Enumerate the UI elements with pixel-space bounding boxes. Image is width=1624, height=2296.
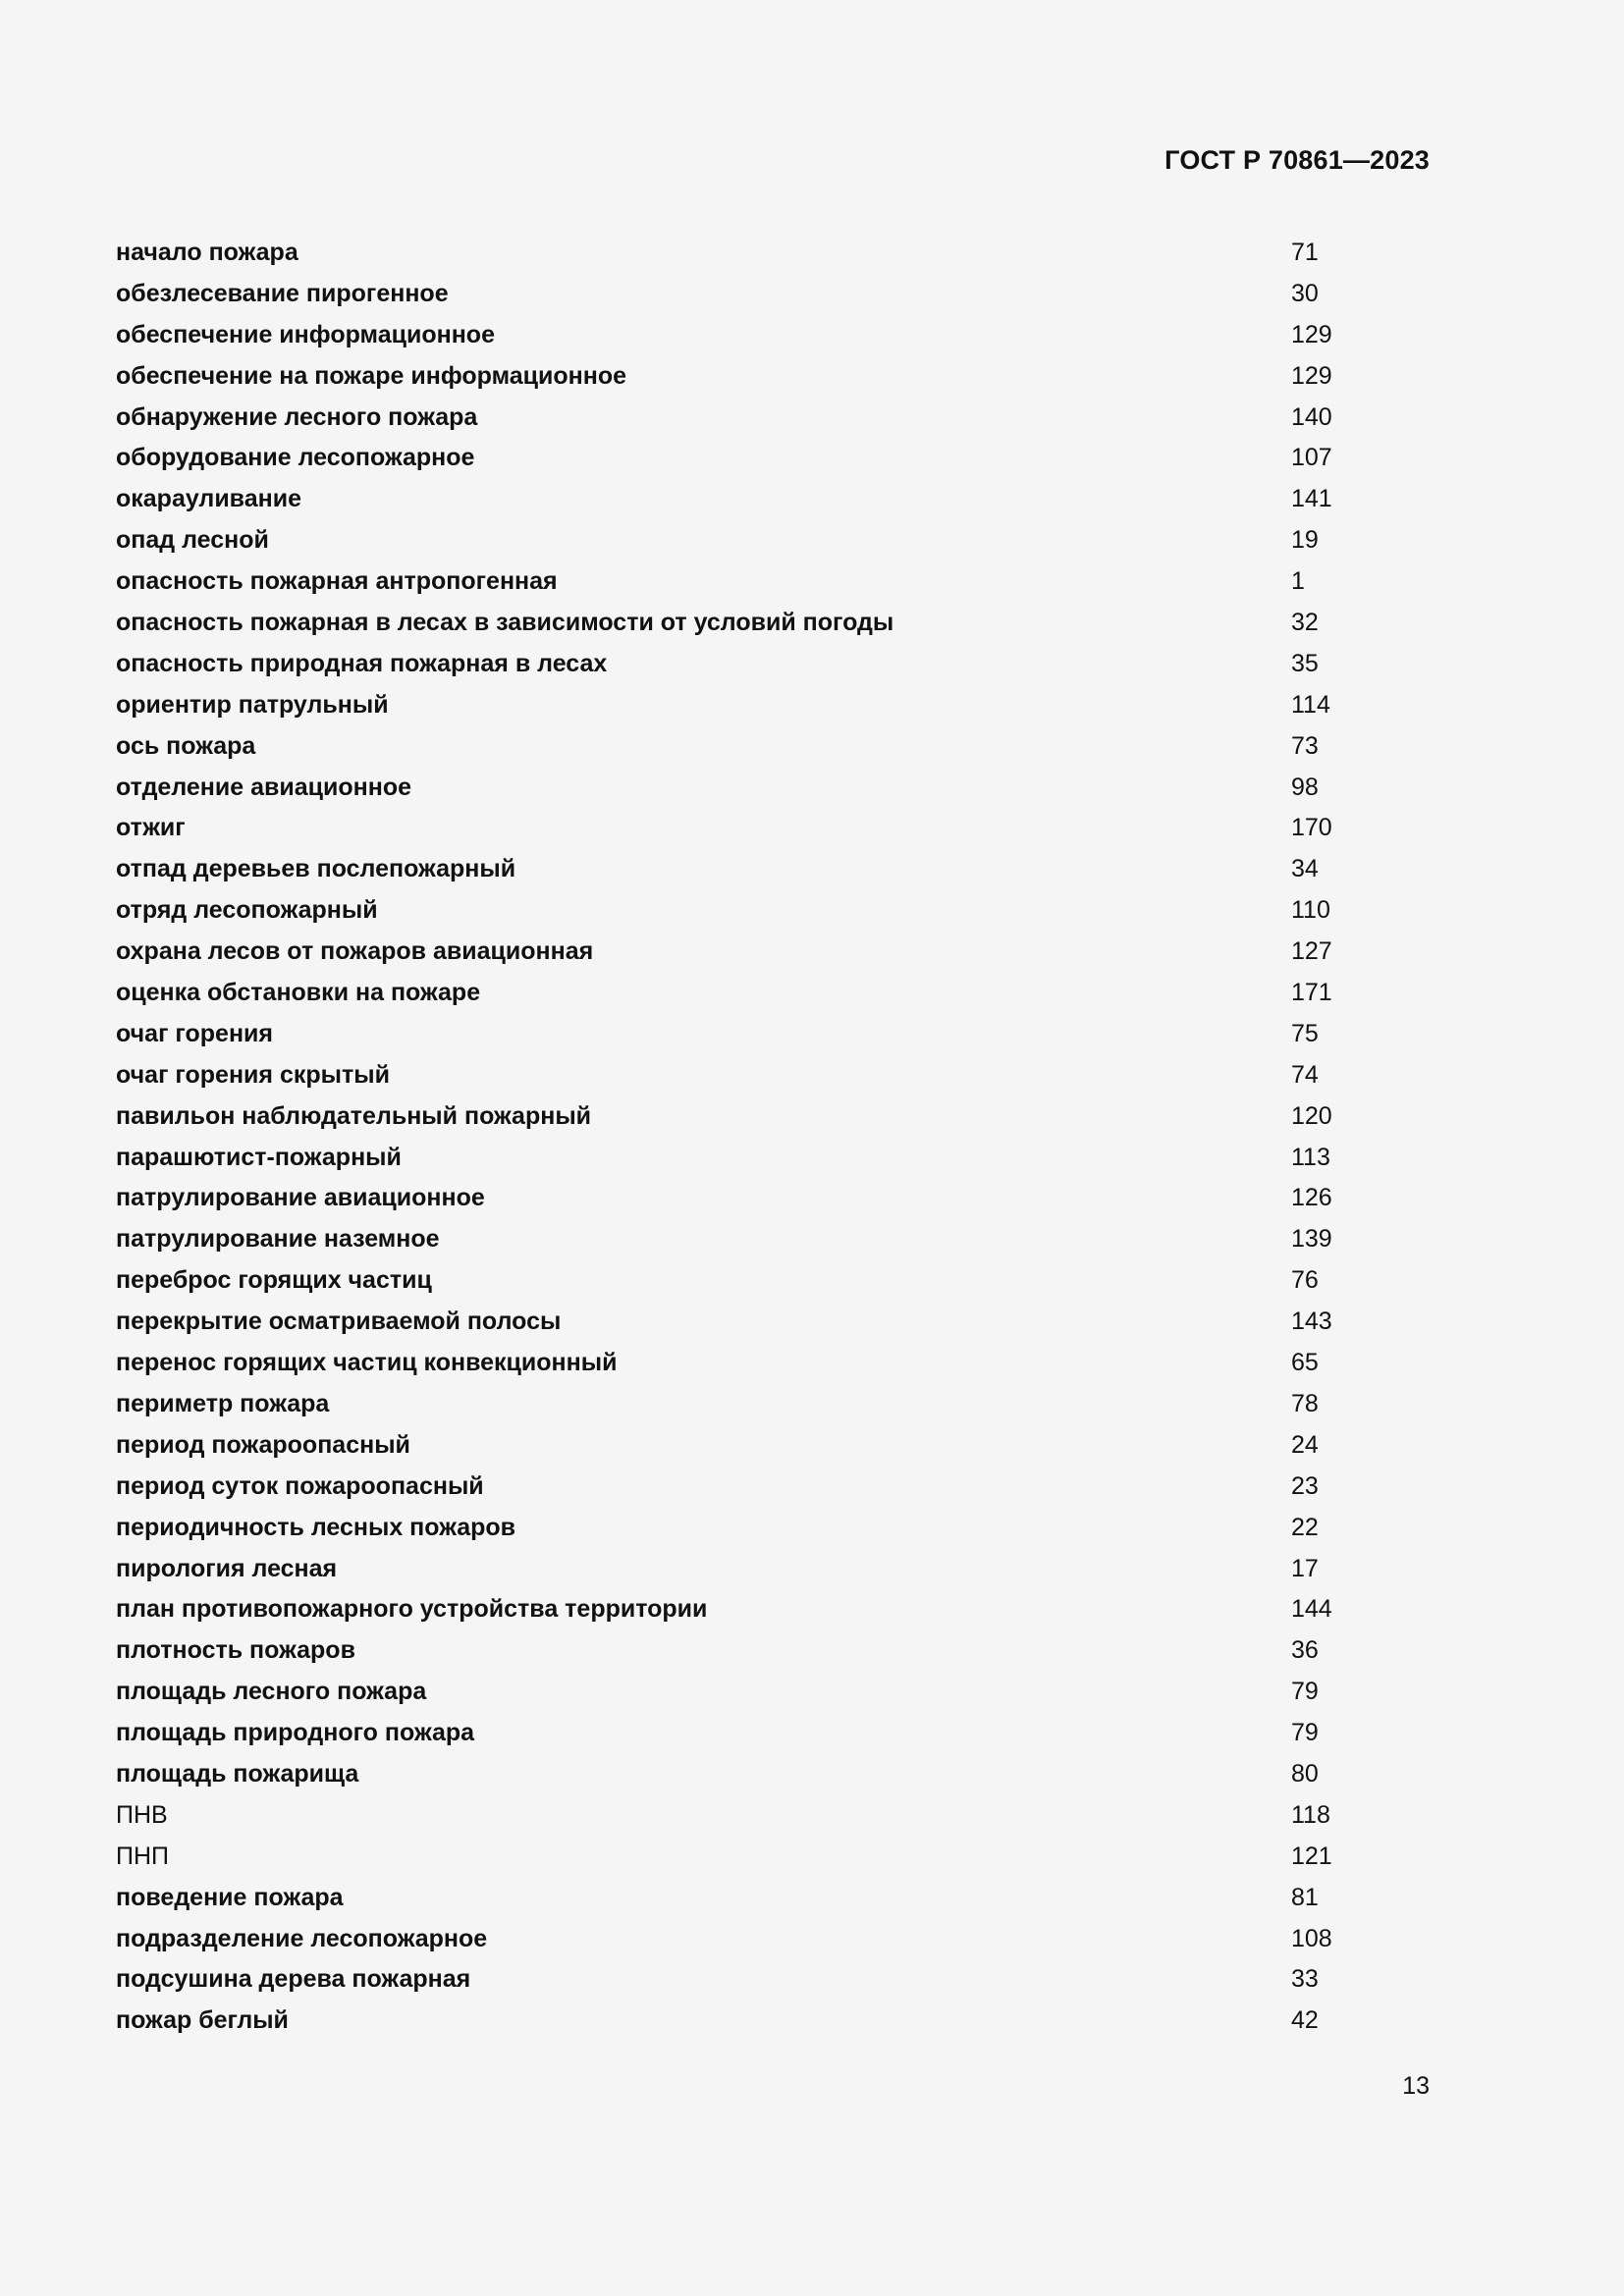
index-term-number: 118	[1291, 1800, 1330, 1829]
index-entry	[116, 234, 1333, 275]
index-entry	[116, 1097, 1333, 1139]
index-term: отпад деревьев послепожарный	[116, 855, 516, 883]
index-entry	[116, 1344, 1333, 1385]
index-term: опад лесной	[116, 526, 269, 555]
index-term: плотность пожаров	[116, 1636, 355, 1665]
index-term: опасность пожарная антропогенная	[116, 567, 558, 596]
index-term-number: 108	[1291, 1924, 1332, 1952]
index-entry	[116, 316, 1333, 357]
index-term-number: 75	[1291, 1019, 1319, 1047]
index-term-number: 71	[1291, 239, 1319, 266]
index-entry	[116, 1056, 1333, 1097]
index-term-number: 110	[1291, 896, 1330, 925]
index-term-number: 143	[1291, 1308, 1332, 1336]
index-term: обеспечение информационное	[116, 320, 495, 348]
index-term: периодичность лесных пожаров	[116, 1513, 516, 1541]
index-term: площадь пожарища	[116, 1759, 359, 1788]
index-term: период пожароопасный	[116, 1430, 410, 1459]
index-term: очаг горения скрытый	[116, 1060, 390, 1089]
index-entry	[116, 275, 1333, 316]
index-entry	[116, 439, 1333, 480]
index-term-number: 42	[1291, 2006, 1319, 2035]
index-entry	[116, 480, 1333, 521]
index-entry	[116, 1960, 1333, 2002]
index-term: поведение пожара	[116, 1883, 344, 1911]
index-term: обезлесевание пирогенное	[116, 279, 449, 307]
index-entry	[116, 769, 1333, 810]
index-term-number: 22	[1291, 1513, 1319, 1541]
index-term: площадь лесного пожара	[116, 1678, 427, 1706]
index-term: павильон наблюдательный пожарный	[116, 1101, 592, 1130]
index-term-number: 170	[1291, 814, 1332, 842]
index-term-number: 171	[1291, 979, 1332, 1007]
index-term-number: 107	[1291, 444, 1332, 472]
index-entry	[116, 1220, 1333, 1261]
index-entry	[116, 562, 1333, 604]
index-entry	[116, 604, 1333, 645]
index-term-number: 33	[1291, 1965, 1319, 1994]
index-entry	[116, 645, 1333, 686]
index-term: оборудование лесопожарное	[116, 444, 475, 472]
index-entry	[116, 809, 1333, 850]
index-term: подсушина дерева пожарная	[116, 1965, 471, 1994]
index-term: оценка обстановки на пожаре	[116, 979, 481, 1007]
index-term: охрана лесов от пожаров авиационная	[116, 937, 594, 966]
index-term: обеспечение на пожаре информационное	[116, 361, 627, 390]
index-term-number: 79	[1291, 1678, 1319, 1706]
index-term: пирология лесная	[116, 1554, 338, 1582]
index-term-number: 126	[1291, 1184, 1332, 1212]
document-header: ГОСТ Р 70861—2023	[1164, 145, 1430, 175]
index-entry	[116, 1468, 1333, 1509]
index-term-number: 140	[1291, 402, 1332, 431]
index-entry	[116, 850, 1333, 891]
index-term-number: 19	[1291, 526, 1319, 555]
index-entry	[116, 1426, 1333, 1468]
index-entry	[116, 357, 1333, 399]
index-term: патрулирование авиационное	[116, 1184, 485, 1212]
index-term-number: 98	[1291, 773, 1319, 801]
index-term: переброс горящих частиц	[116, 1266, 432, 1295]
index-term-number: 121	[1291, 1842, 1332, 1870]
index-term: обнаружение лесного пожара	[116, 402, 478, 431]
index-term: периметр пожара	[116, 1389, 330, 1417]
index-term: отделение авиационное	[116, 773, 412, 801]
index-term: отжиг	[116, 814, 186, 842]
index-term: подразделение лесопожарное	[116, 1924, 488, 1952]
index-term-number: 32	[1291, 609, 1319, 637]
index-entry	[116, 1714, 1333, 1755]
index-term: опасность пожарная в лесах в зависимости от условий погоды	[116, 609, 894, 637]
index-entry	[116, 1838, 1333, 1879]
index-term-number: 113	[1291, 1143, 1330, 1171]
index-term-number: 73	[1291, 731, 1319, 760]
index-term: отряд лесопожарный	[116, 896, 378, 925]
index-term-number: 129	[1291, 361, 1332, 390]
page-number: 13	[1402, 2072, 1430, 2100]
index-term-number: 35	[1291, 649, 1319, 677]
index-entry	[116, 399, 1333, 440]
index-term-number: 78	[1291, 1389, 1319, 1417]
index-term-number: 141	[1291, 485, 1332, 513]
index-term-number: 120	[1291, 1101, 1332, 1130]
index-entry	[116, 1796, 1333, 1838]
index-term-number: 1	[1291, 567, 1305, 596]
index-term-number: 144	[1291, 1595, 1332, 1624]
index-term: очаг горения	[116, 1019, 274, 1047]
index-term: план противопожарного устройства территории	[116, 1595, 708, 1624]
index-term-number: 139	[1291, 1225, 1332, 1254]
index-term-number: 23	[1291, 1471, 1319, 1500]
index-entry	[116, 1303, 1333, 1344]
index-entry	[116, 1631, 1333, 1673]
index-entry	[116, 891, 1333, 933]
index-term-number: 81	[1291, 1883, 1319, 1911]
index-term-number: 129	[1291, 320, 1332, 348]
index-entry	[116, 1920, 1333, 1961]
index-term-number: 76	[1291, 1266, 1319, 1295]
index-term: опасность природная пожарная в лесах	[116, 649, 608, 677]
index-term-number: 114	[1291, 690, 1330, 719]
index-entry	[116, 974, 1333, 1015]
index-entry	[116, 1755, 1333, 1796]
index-term-number: 80	[1291, 1759, 1319, 1788]
index-entry	[116, 1261, 1333, 1303]
index-entry	[116, 1590, 1333, 1631]
index-entry	[116, 1879, 1333, 1920]
index-term: ось пожара	[116, 731, 256, 760]
index-term: период суток пожароопасный	[116, 1471, 484, 1500]
index-term-number: 24	[1291, 1430, 1319, 1459]
index-term: ориентир патрульный	[116, 690, 389, 719]
index-entry	[116, 521, 1333, 562]
index-term: ПНВ	[116, 1800, 168, 1829]
index-entry	[116, 1139, 1333, 1180]
index-entry	[116, 1015, 1333, 1056]
index-term: начало пожара	[116, 239, 298, 266]
index-term-number: 65	[1291, 1349, 1319, 1377]
index-term-number: 34	[1291, 855, 1319, 883]
alphabetical-index	[116, 234, 1333, 2043]
index-term-number: 79	[1291, 1719, 1319, 1747]
index-term: пожар беглый	[116, 2006, 289, 2035]
index-term: парашютист-пожарный	[116, 1143, 402, 1171]
index-entry	[116, 1550, 1333, 1591]
index-term: перекрытие осматриваемой полосы	[116, 1308, 562, 1336]
index-term: площадь природного пожара	[116, 1719, 475, 1747]
index-term: окарауливание	[116, 485, 302, 513]
index-term: перенос горящих частиц конвекционный	[116, 1349, 618, 1377]
index-term-number: 127	[1291, 937, 1332, 966]
index-term-number: 17	[1291, 1554, 1319, 1582]
index-entry	[116, 1509, 1333, 1550]
index-term: ПНП	[116, 1842, 169, 1870]
index-entry	[116, 686, 1333, 727]
index-term-number: 30	[1291, 279, 1319, 307]
index-entry	[116, 1179, 1333, 1220]
index-term-number: 36	[1291, 1636, 1319, 1665]
index-term: патрулирование наземное	[116, 1225, 440, 1254]
index-entry	[116, 727, 1333, 769]
index-entry	[116, 1385, 1333, 1426]
index-term-number: 74	[1291, 1060, 1319, 1089]
index-entry	[116, 933, 1333, 974]
index-entry	[116, 2002, 1333, 2043]
index-entry	[116, 1673, 1333, 1714]
